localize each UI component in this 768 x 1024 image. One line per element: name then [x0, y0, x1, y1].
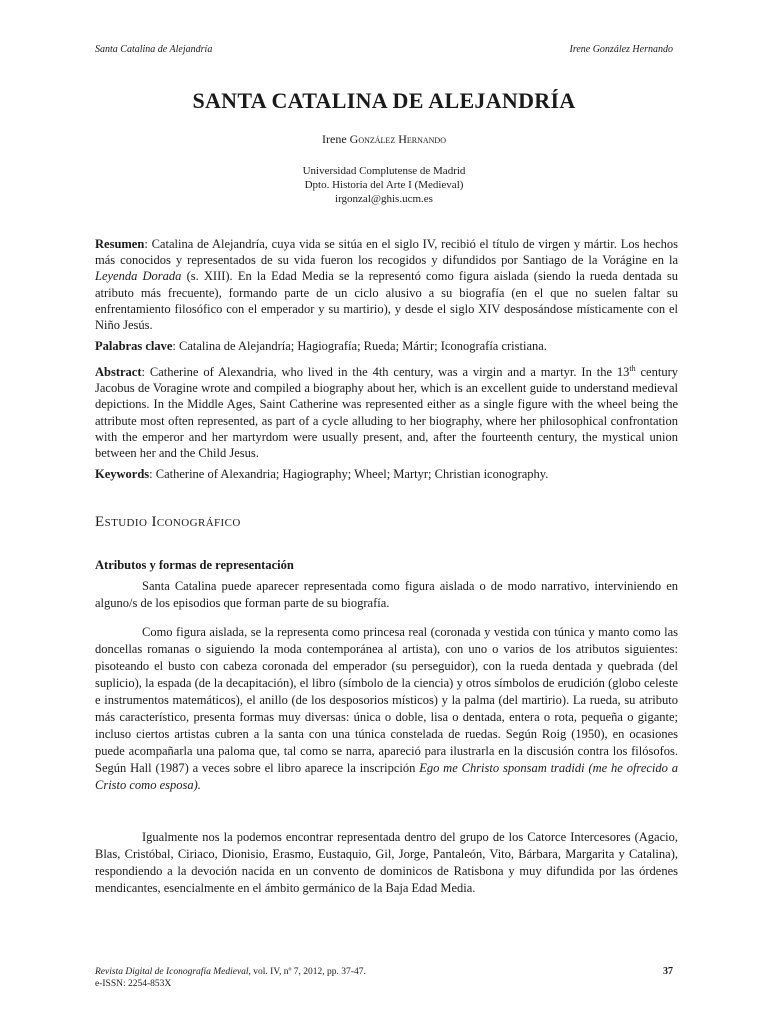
abstract-superscript: th — [629, 363, 636, 373]
abstract-text-a: : Catherine of Alexandria, who lived in the 4th century, was a virgin and a martyr. In the 13 — [141, 365, 630, 379]
author-name — [0, 132, 768, 147]
running-header-right: Irene González Hernando — [569, 44, 673, 55]
resumen-label: Resumen — [95, 237, 145, 251]
footer-issn: e-ISSN: 2254-853X — [95, 979, 172, 989]
body-paragraph-3-text: Igualmente nos la podemos encontrar representada dentro del grupo de los Catorce Intercesores (Agacio, Blas, Cristóbal, Ciriaco, Dionisio, Erasmo, Eustaquio, Gil, Jorge, Pantaleón, Vito, Bárbara, Margarita y Catalina), respondiendo a la devoción nacida en un convento de dominicos de Ratisbona y muy difundida por las órdenes mendicantes, esencialmente en el ámbito germánico de la Baja Edad Media. — [95, 830, 678, 895]
footer-citation-details: , vol. IV, nº 7, 2012, pp. 37-47. — [248, 967, 366, 977]
abstract-text-b: century Jacobus de Voragine wrote and compiled a biography about her, which is an excellent guide to understand medieval depictions. In the Middle Ages, Saint Catherine was represented either as a single figure with the wheel being the attribute most often represented, as part of a cycle alluding to her biography, where her philosophical confrontation with the emperor and her martyrdom were usually present, and, after the fourteenth century, the mystical union between her and the Child Jesus. — [95, 365, 678, 461]
affiliation-department: Dpto. Historia del Arte I (Medieval) — [304, 179, 464, 191]
palabras-clave-block — [95, 338, 678, 354]
body-paragraph-2-text: Como figura aislada, se la representa como princesa real (coronada y vestida con túnica y manto como las doncellas romanas o siguiendo la moda contemporánea al artista), con uno o varios de los atributos siguientes: pisoteando el busto con cabeza coronada del emperador (su perseguidor), con la rueda dentada y quebrada (del suplicio), la espada (de la decapitación), el libro (símbolo de la ciencia) y otros símbolos de erudición (globo celeste e instrumentos matemáticos), el anillo (de los desposorios místicos) y la palma (del martirio). La rueda, su atributo más característico, presenta formas muy diversas: única o doble, lisa o dentada, entera o rota, pequeña o gigante; incluso ciertos artistas cubren a la santa con una túnica constelada de ruedas. Según Roig (1950), en ocasiones puede acompañarla una paloma que, tal como se narra, apareció para ilustrarla en la discusión contra los filósofos. Según Hall (1987) a veces sobre el libro aparece la inscripción — [95, 625, 678, 775]
author-last-name: González Hernando — [349, 132, 446, 146]
palabras-clave-label: Palabras clave — [95, 339, 173, 353]
footer-citation — [95, 966, 366, 990]
page-number: 37 — [663, 966, 673, 977]
sub-heading: Atributos y formas de representación — [95, 558, 294, 572]
body-paragraph-1-text: Santa Catalina puede aparecer representada como figura aislada o de modo narrativo, interviniendo en alguno/s de los episodios que forman parte de su biografía. — [95, 579, 678, 610]
article-title: SANTA CATALINA DE ALEJANDRÍA — [192, 88, 576, 113]
footer-journal-name: Revista Digital de Iconografía Medieval — [95, 967, 249, 977]
section-heading: Estudio Iconográfico — [95, 514, 241, 530]
affiliation — [0, 164, 768, 206]
running-header — [95, 44, 673, 55]
abstract-block — [95, 364, 678, 461]
palabras-clave-text: : Catalina de Alejandría; Hagiografía; Rueda; Mártir; Iconografía cristiana. — [172, 339, 547, 353]
author-first-name: Irene — [322, 132, 347, 146]
body-paragraph-3 — [95, 829, 678, 897]
affiliation-university: Universidad Complutense de Madrid — [302, 165, 466, 177]
resumen-block — [95, 236, 678, 333]
author-email: irgonzal@ghis.ucm.es — [335, 193, 433, 205]
keywords-label: Keywords — [95, 467, 150, 481]
keywords-text: : Catherine of Alexandria; Hagiography; Wheel; Martyr; Christian iconography. — [149, 467, 549, 481]
keywords-block — [95, 466, 678, 482]
body-paragraph-1 — [95, 578, 678, 612]
abstract-label: Abstract — [95, 365, 142, 379]
resumen-text-italic: Leyenda Dorada — [95, 269, 182, 284]
resumen-text-a: : Catalina de Alejandría, cuya vida se sitúa en el siglo IV, recibió el título de virgen y mártir. Los hechos más conocidos y representados de su vida fueron los recogidos y difundidos por Santiago de la Vorágine en la — [95, 237, 678, 268]
body-paragraph-2-italic: Ego me Christo sponsam tradidi (me he ofrecido a Cristo como esposa). — [95, 761, 678, 792]
running-header-left: Santa Catalina de Alejandría — [95, 44, 213, 55]
resumen-text-b: (s. XIII). En la Edad Media se la representó como figura aislada (siendo la rueda dentada su atributo más frecuente), formando parte de un ciclo alusivo a su biografía (en el que no suelen faltar su enfrentamiento filosófico con el emperador y su martirio), y desde el siglo XIV desposándose místicamente con el Niño Jesús. — [95, 269, 678, 333]
body-paragraph-2 — [95, 624, 678, 794]
